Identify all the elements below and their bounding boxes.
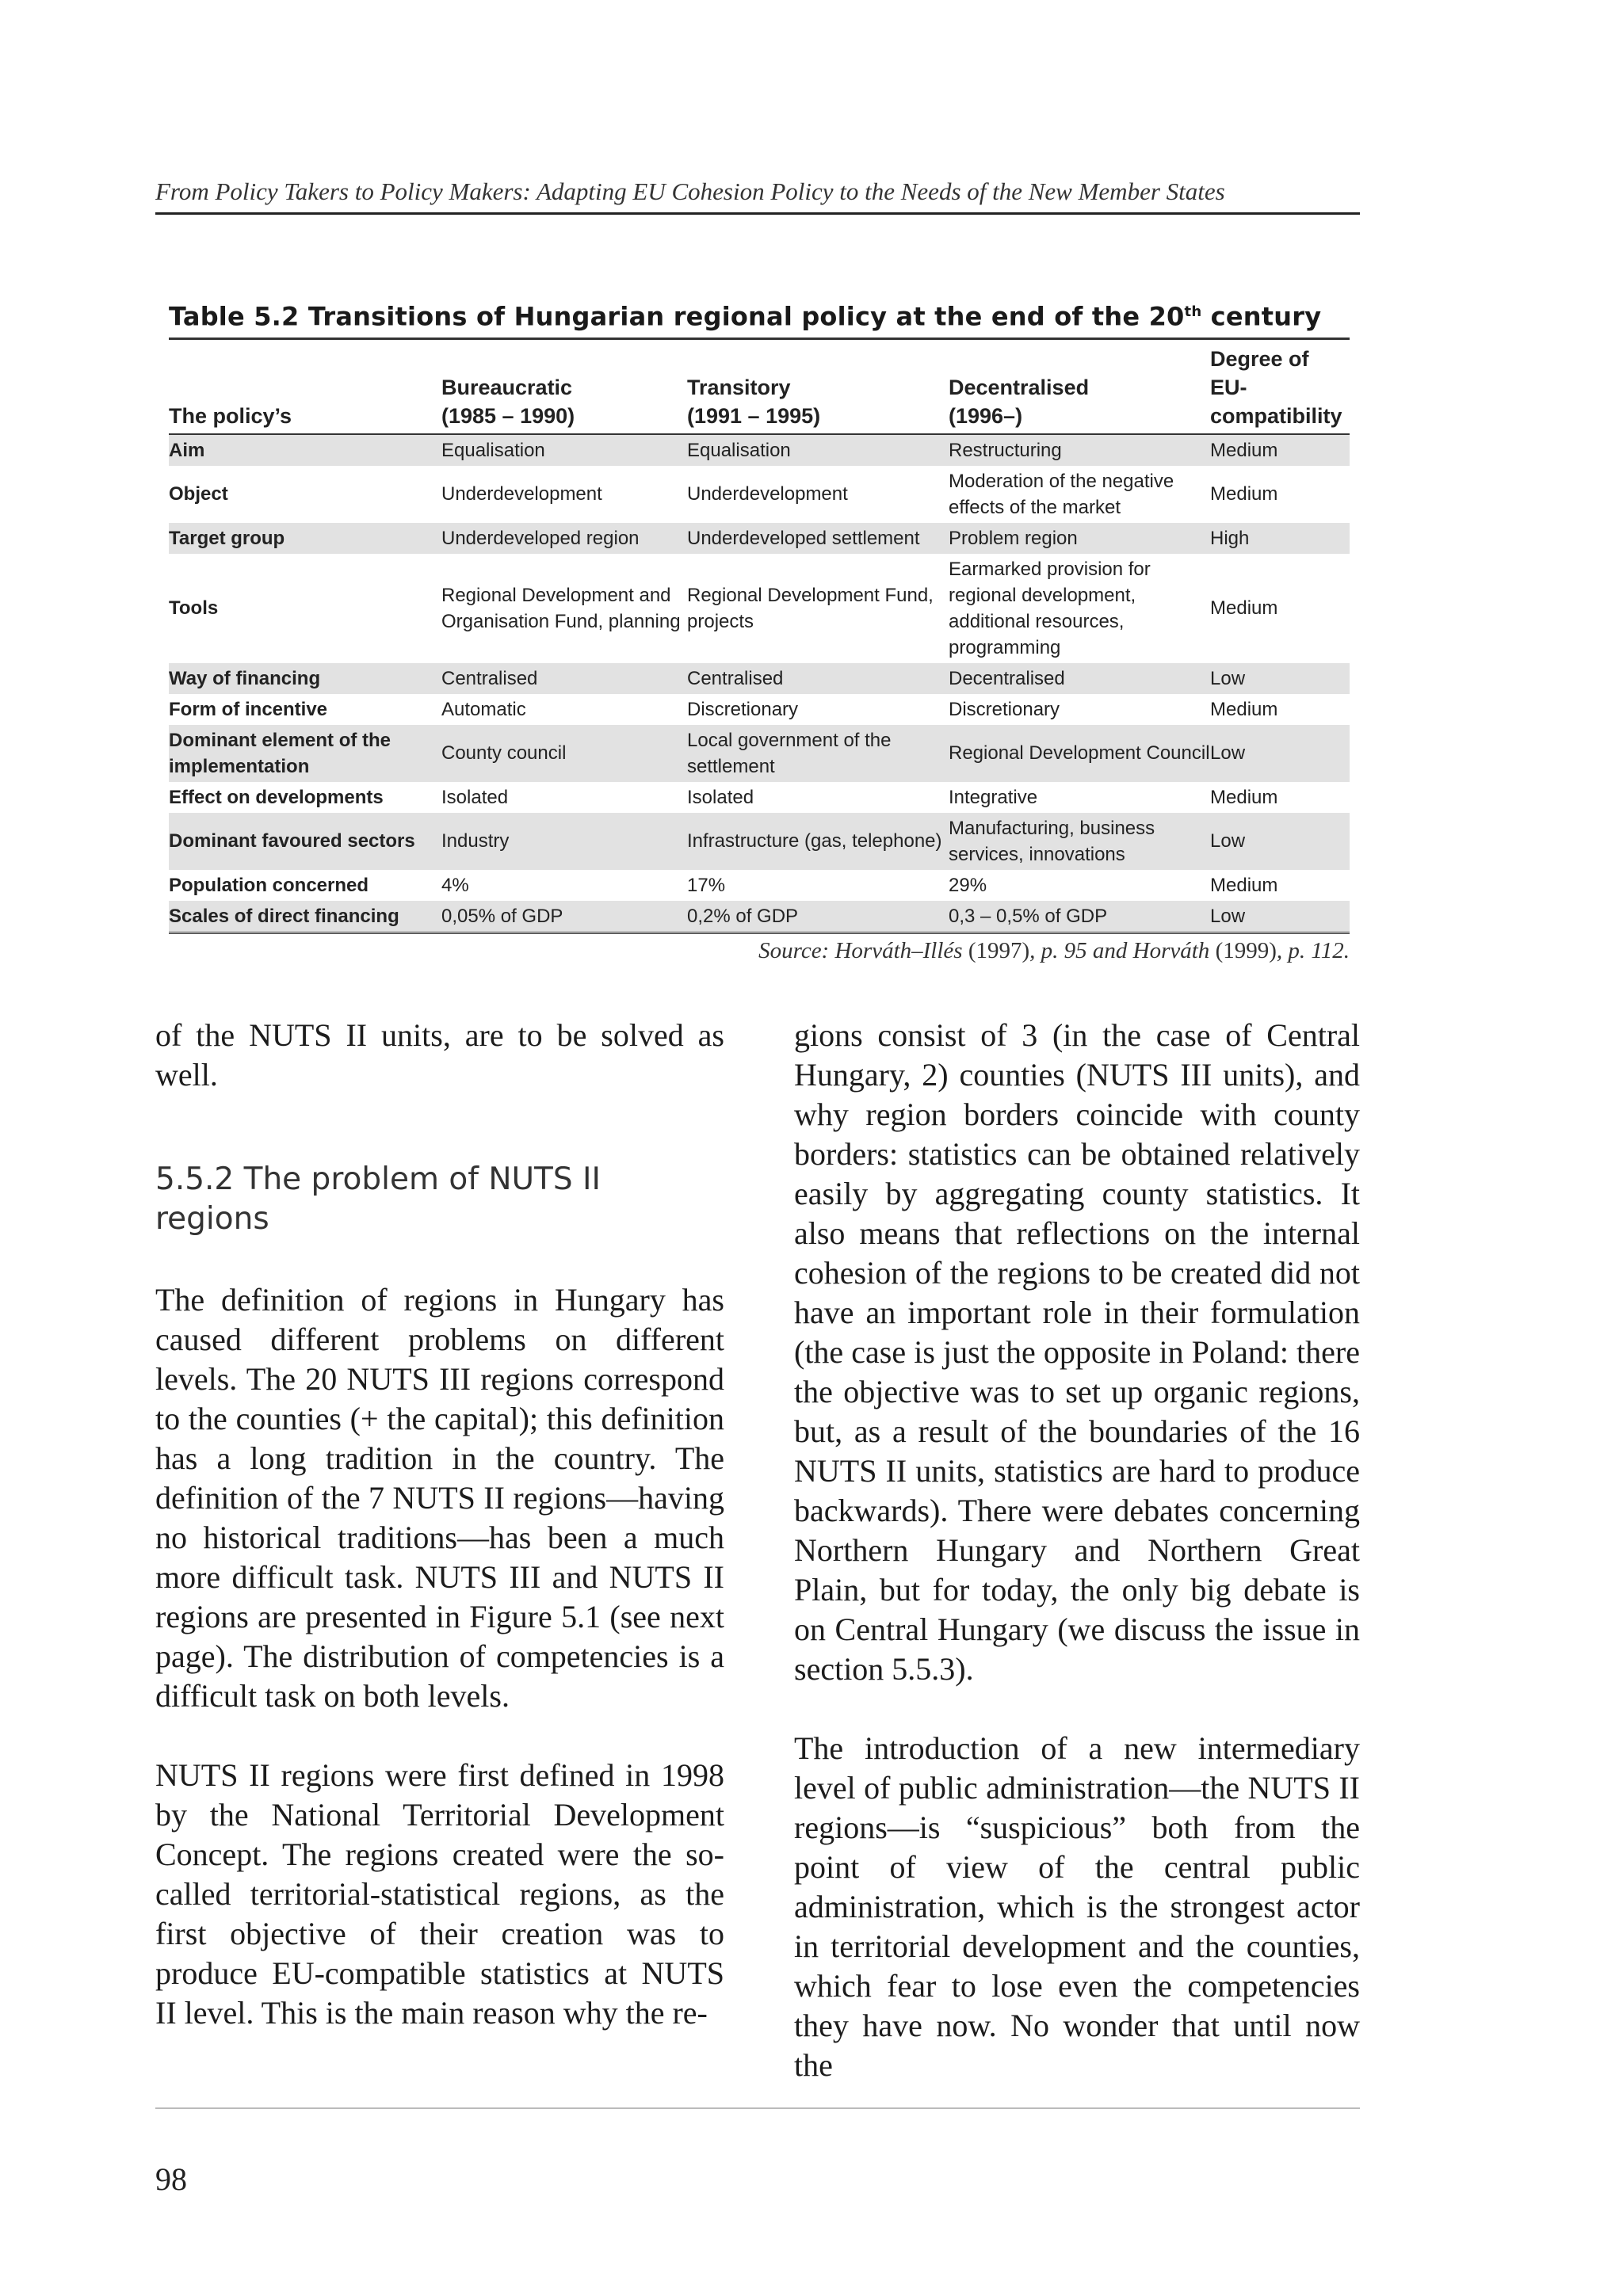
table-row <box>169 663 1350 694</box>
cell-bureaucratic: Automatic <box>441 698 526 720</box>
cell-degree: Medium <box>1210 597 1278 620</box>
cell-transitory: Underdevelopment <box>687 483 848 505</box>
table-row <box>169 782 1350 813</box>
table-row <box>169 725 1350 782</box>
row-label: Scales of direct financing <box>169 901 441 933</box>
cell-decentralised: Moderation of the negative effects of the market <box>949 470 1174 518</box>
table-row <box>169 523 1350 554</box>
cell-degree: Low <box>1210 901 1350 933</box>
cell-bureaucratic: 4% <box>441 874 469 896</box>
cell-transitory: 17% <box>687 874 726 896</box>
cell-transitory: 0,2% of GDP <box>687 901 949 933</box>
cell-degree: Medium <box>1210 698 1278 720</box>
table-title-end: century <box>1201 301 1322 332</box>
cell-bureaucratic: Centralised <box>441 663 687 694</box>
row-label: Dominant favoured sectors <box>169 813 441 870</box>
paragraph-regions: gions consist of 3 (in the case of Central Hungary, 2) counties (NUTS III units), and why region borders coincide with county borders: statistics can be obtained relatively easily by aggregating county statistics. It also means that reflections on the internal cohesion of the regions to be created did not have an important role in their formulation (the case is just the opposite in Poland: there the objective was to set up organic regions, but, as a result of the boundaries of the 16 NUTS II units, statistics are hard to produce backwards). There were debates concerning Northern Hungary and Northern Great Plain, but for today, the only big debate is on Central Hungary (we discuss the issue in section 5.5.3). <box>794 1017 1360 1687</box>
column-header-eu-compatibility: Degree of EU- compatibility <box>1210 340 1350 434</box>
row-label: Aim <box>169 434 441 466</box>
section-heading: 5.5.2 The problem of NUTS II regions <box>155 1161 601 1237</box>
cell-bureaucratic: Isolated <box>441 786 509 808</box>
paragraph-nuts-ii: NUTS II regions were first defined in 1998 by the National Territorial Development Concept. The regions created were the so-called territorial-statistical regions, as the first objective of their creation was to produce EU-compatible statistics at NUTS II level. This is the main reason why the re- <box>155 1757 724 2031</box>
table-row <box>169 901 1350 933</box>
table-row <box>169 813 1350 870</box>
left-text-column <box>155 1016 724 2033</box>
cell-transitory: Discretionary <box>687 698 799 720</box>
column-header-transitory: Transitory (1991 – 1995) <box>687 340 949 434</box>
table-row <box>169 554 1350 663</box>
policy-table-block <box>169 295 1350 966</box>
cell-degree: Low <box>1210 663 1350 694</box>
cell-bureaucratic: Regional Development and Organisation Fund, planning <box>441 584 681 632</box>
row-label: Object <box>169 483 228 505</box>
table-header-row <box>169 340 1350 434</box>
table-source-note: Source: Horváth–Illés (1997), p. 95 and Horváth (1999), p. 112. <box>758 937 1350 963</box>
row-label: Target group <box>169 523 441 554</box>
running-header: From Policy Takers to Policy Makers: Adapting EU Cohesion Policy to the Needs of the New Member States <box>155 176 1360 215</box>
cell-degree: Low <box>1210 725 1350 782</box>
cell-bureaucratic: Equalisation <box>441 434 687 466</box>
cell-transitory: Underdeveloped settlement <box>687 523 949 554</box>
row-label: Form of incentive <box>169 698 328 720</box>
cell-degree: Medium <box>1210 874 1278 896</box>
policy-table <box>169 340 1350 934</box>
cell-degree: Medium <box>1210 434 1350 466</box>
right-text-column <box>794 1016 1360 2085</box>
cell-transitory: Centralised <box>687 663 949 694</box>
cell-transitory: Equalisation <box>687 434 949 466</box>
cell-transitory: Local government of the settlement <box>687 725 949 782</box>
cell-decentralised: 0,3 – 0,5% of GDP <box>949 901 1210 933</box>
paragraph-definition: The definition of regions in Hungary has caused different problems on different levels. The 20 NUTS III regions correspond to the counties (+ the capital); this definition has a long tradition in the country. The definition of the 7 NUTS II regions—having no historical traditions—has been a much more difficult task. NUTS III and NUTS II regions are presented in Figure 5.1 (see next page). The distribution of competencies is a difficult task on both levels. <box>155 1282 724 1714</box>
cell-decentralised: Integrative <box>949 786 1038 808</box>
table-title-main: Table 5.2 Transitions of Hungarian regional policy at the end of the 20 <box>169 301 1185 332</box>
row-label: Tools <box>169 597 219 620</box>
cell-bureaucratic: 0,05% of GDP <box>441 901 687 933</box>
cell-decentralised: Earmarked provision for regional development, additional resources, programming <box>949 558 1151 658</box>
row-label: Way of financing <box>169 663 441 694</box>
cell-bureaucratic: Industry <box>441 813 687 870</box>
table-title-superscript: th <box>1184 303 1202 320</box>
table-row <box>169 466 1350 523</box>
cell-transitory: Infrastructure (gas, telephone) <box>687 813 949 870</box>
column-header-decentralised: Decentralised (1996–) <box>949 340 1210 434</box>
cell-transitory: Regional Development Fund, projects <box>687 584 934 632</box>
cell-bureaucratic: Underdeveloped region <box>441 523 687 554</box>
cell-degree: High <box>1210 523 1350 554</box>
row-label: Dominant element of the implementation <box>169 725 441 782</box>
table-row <box>169 694 1350 725</box>
cell-decentralised: Restructuring <box>949 434 1210 466</box>
paragraph-continued: of the NUTS II units, are to be solved as well. <box>155 1017 724 1093</box>
column-header-bureaucratic: Bureaucratic (1985 – 1990) <box>441 340 687 434</box>
cell-decentralised: 29% <box>949 874 987 896</box>
cell-decentralised: Regional Development Council <box>949 725 1210 782</box>
cell-degree: Medium <box>1210 786 1278 808</box>
table-row <box>169 434 1350 466</box>
cell-decentralised: Decentralised <box>949 663 1210 694</box>
paragraph-intermediary: The introduction of a new intermediary level of public administration—the NUTS II regions—is “suspicious” both from the point of view of the central public administration, which is the strongest actor in territorial development and the counties, which fear to lose even the competencies they have now. No wonder that until now the <box>794 1730 1360 2083</box>
table-title <box>169 295 1350 340</box>
page-number: 98 <box>155 2161 187 2197</box>
footer-rule <box>155 2107 1360 2109</box>
row-label: Effect on developments <box>169 786 384 808</box>
cell-bureaucratic: County council <box>441 725 687 782</box>
cell-transitory: Isolated <box>687 786 754 808</box>
cell-decentralised: Manufacturing, business services, innovations <box>949 813 1210 870</box>
column-header-policy: The policy’s <box>169 340 441 434</box>
cell-bureaucratic: Underdevelopment <box>441 483 602 505</box>
cell-degree: Low <box>1210 813 1350 870</box>
cell-decentralised: Discretionary <box>949 698 1060 720</box>
cell-degree: Medium <box>1210 483 1278 505</box>
cell-decentralised: Problem region <box>949 523 1210 554</box>
row-label: Population concerned <box>169 874 369 896</box>
table-row <box>169 870 1350 901</box>
